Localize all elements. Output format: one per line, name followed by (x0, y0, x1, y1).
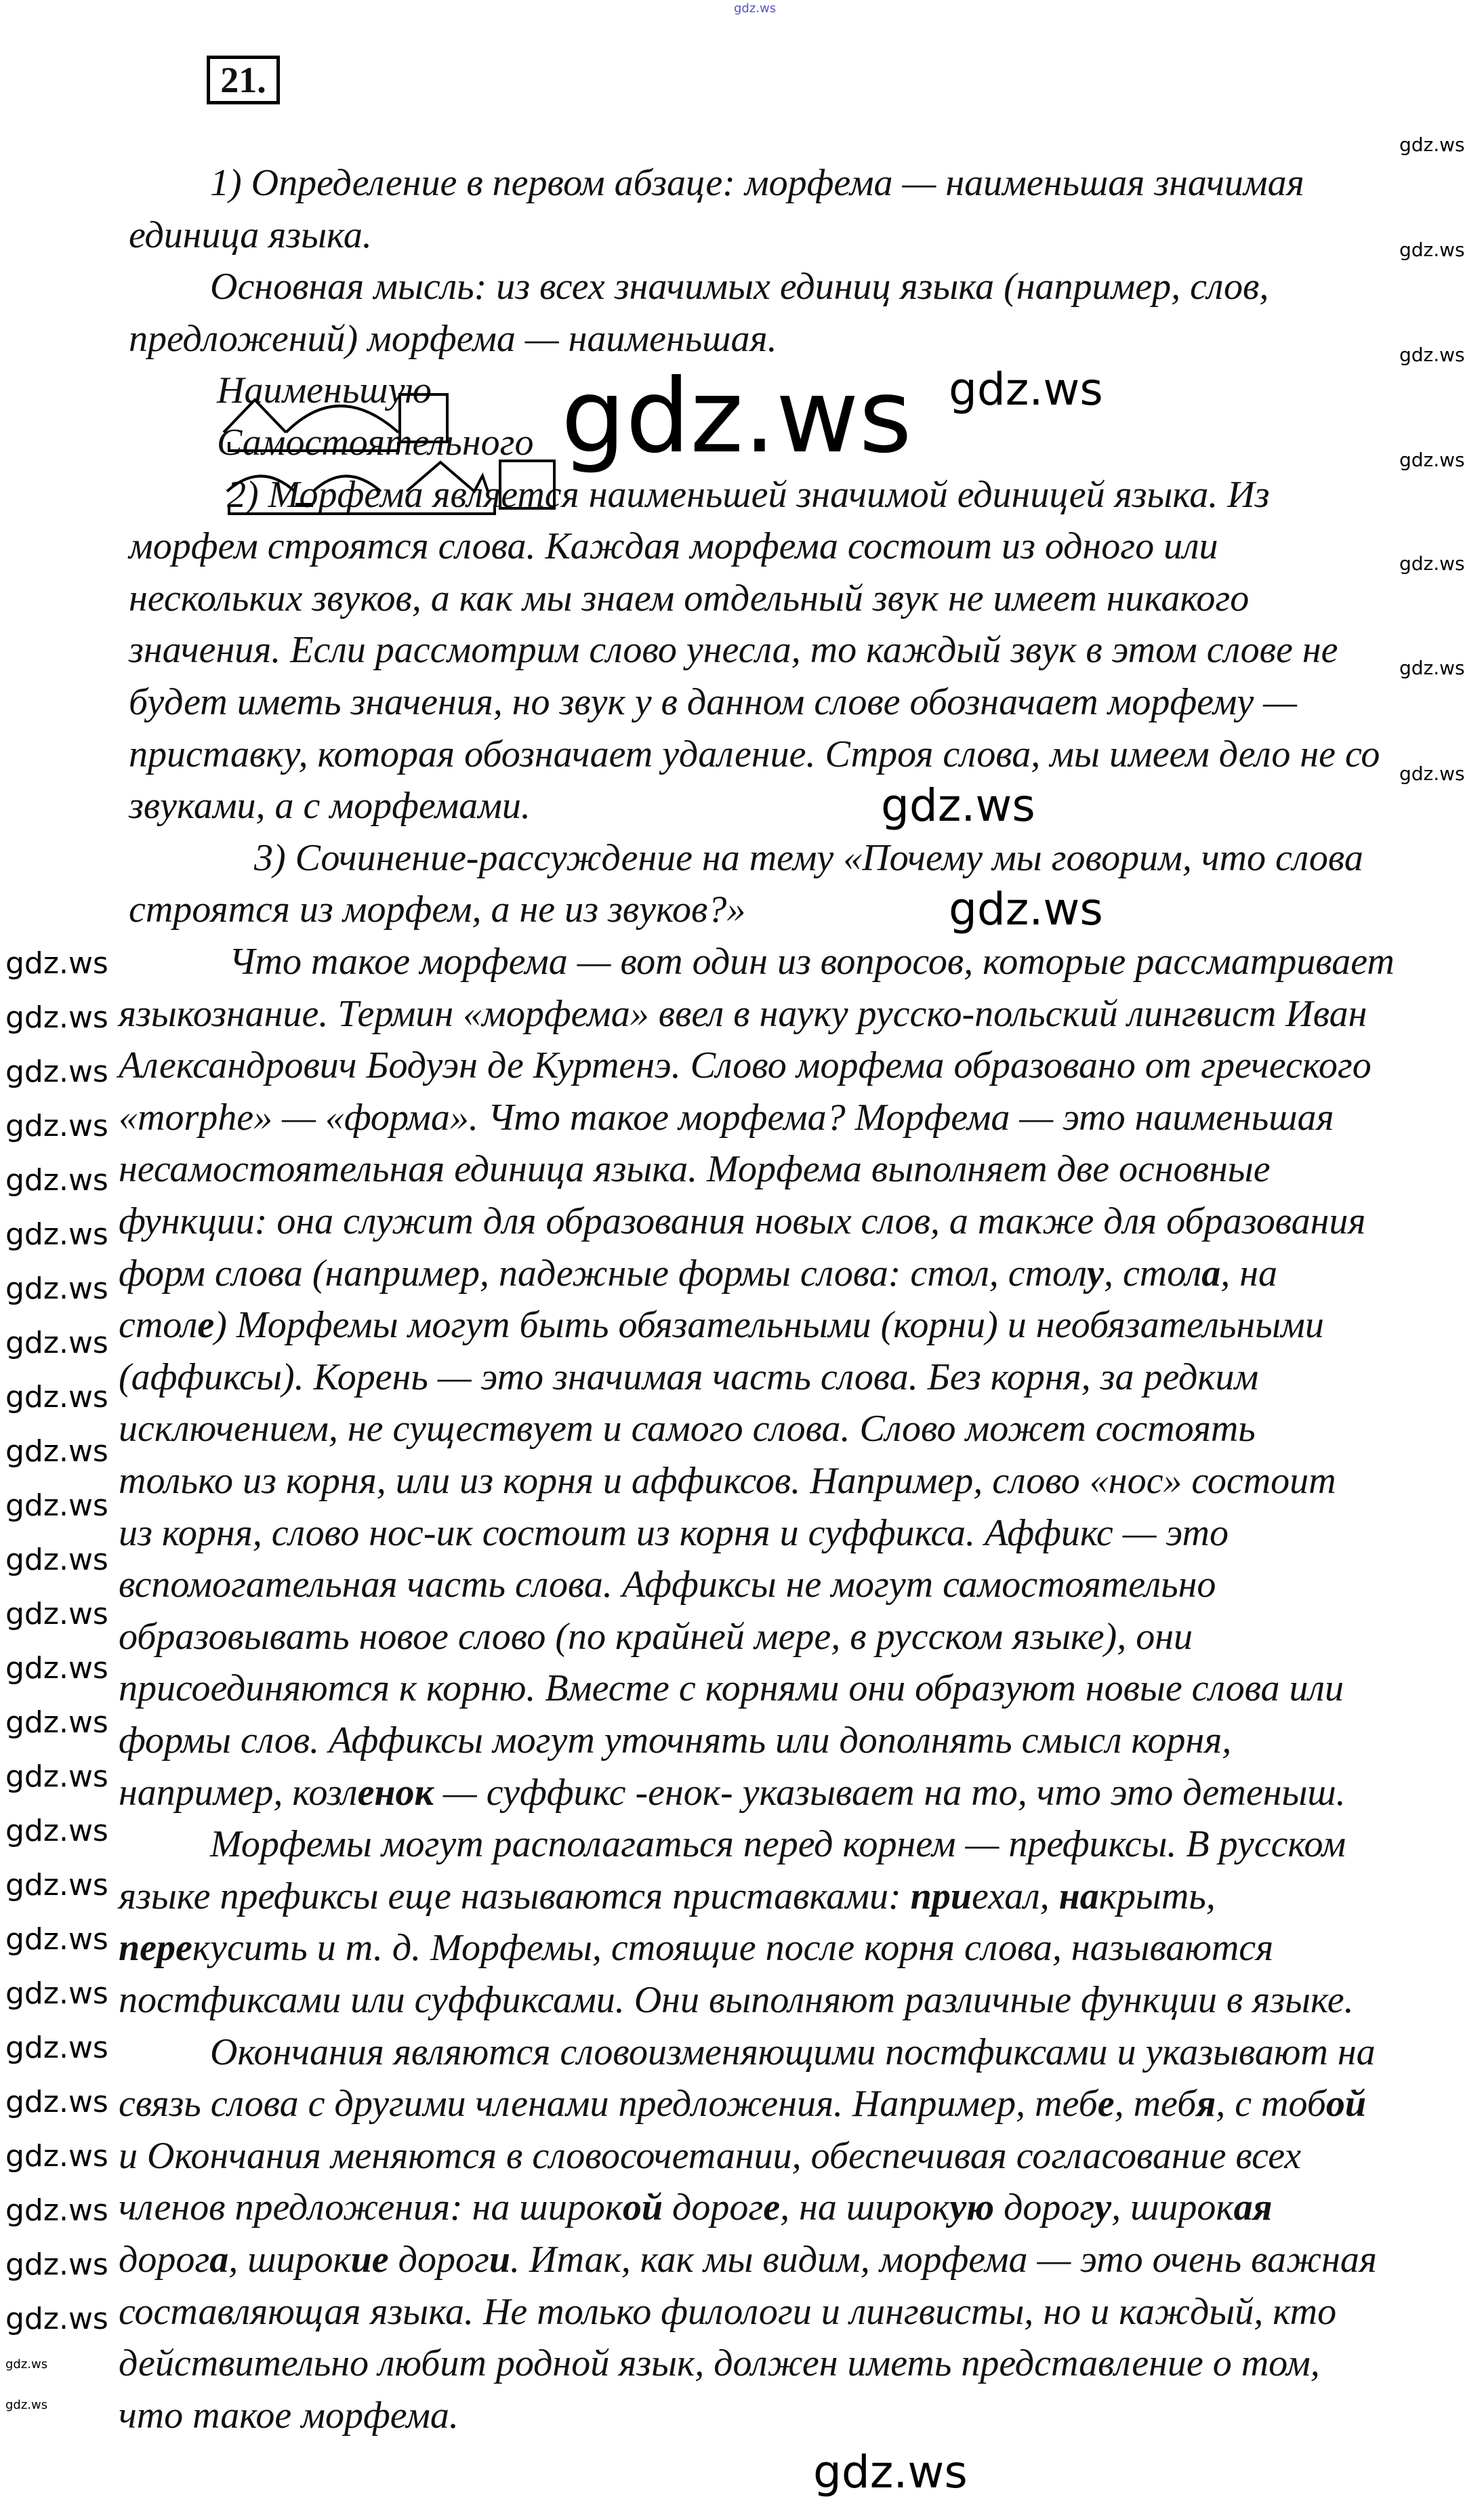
text-line (119, 2234, 1377, 2285)
text-line (119, 988, 1367, 1040)
text-segment: предложений) морфема — наименьшая. (129, 317, 777, 360)
text-line (119, 2286, 1336, 2338)
text-line (129, 884, 745, 935)
text-line (210, 1818, 1346, 1870)
highlighted-morpheme: пере (119, 1927, 192, 1970)
watermark: gdz.ws (881, 779, 1035, 832)
text-line (119, 2130, 1301, 2182)
text-line (119, 1974, 1354, 2026)
text-segment: единица языка. (129, 213, 372, 256)
text-segment: дорог (388, 2239, 489, 2281)
text-line (119, 1871, 1216, 1922)
watermark: gdz.ws (5, 2247, 108, 2282)
text-line (119, 1351, 1258, 1403)
text-line (119, 2078, 1366, 2130)
text-segment: стол (119, 1304, 198, 1347)
watermark: gdz.ws (5, 1055, 108, 1089)
highlighted-morpheme: е (1097, 2083, 1115, 2125)
text-line (119, 1248, 1277, 1299)
text-segment: 1) Определение в первом абзаце: морфема — наименьшая значимая (210, 162, 1304, 204)
text-segment: форм слова (например, падежные формы слова: стол, стол (119, 1252, 1088, 1295)
text-segment: , стол (1103, 1252, 1202, 1295)
text-line (129, 676, 1297, 728)
text-segment: , на (1220, 1252, 1278, 1295)
watermark: gdz.ws (5, 1109, 108, 1143)
watermark: gdz.ws (5, 1543, 108, 1577)
watermark: gdz.ws (5, 2085, 108, 2119)
text-line (119, 1715, 1231, 1766)
text-segment: постфиксами или суффиксами. Они выполняют различные функции в языке. (119, 1979, 1354, 2021)
text-segment: что такое морфема. (119, 2394, 459, 2437)
text-segment: Окончания являются словоизменяющими постфиксами и указывают на (210, 2031, 1376, 2073)
text-line (129, 624, 1338, 676)
text-segment: , широк (228, 2239, 351, 2281)
ending-box-2 (500, 461, 554, 508)
text-segment: языке префиксы еще называются приставками: (119, 1875, 911, 1917)
watermark: gdz.ws (5, 2031, 108, 2065)
text-segment: звуками, а с морфемами. (129, 785, 531, 828)
text-segment: функции: она служит для образования новых слов, а также для образования (119, 1200, 1366, 1242)
text-segment: составляющая языка. Не только филологи и лингвисты, но и каждый, кто (119, 2290, 1337, 2333)
prefix-mark (224, 400, 286, 432)
watermark: gdz.ws (949, 883, 1103, 935)
text-line (119, 1299, 1324, 1351)
text-segment: членов предложения: на широк (119, 2186, 623, 2229)
highlighted-morpheme: ую (949, 2186, 995, 2229)
watermark: gdz.ws (1399, 344, 1465, 366)
watermark: gdz.ws (1399, 552, 1465, 575)
text-segment: , теб (1114, 2083, 1197, 2125)
text-segment: формы слов. Аффиксы могут уточнять или дополнять смысл корня, (119, 1719, 1232, 1761)
watermark: gdz.ws (5, 1326, 108, 1360)
highlighted-morpheme: при (910, 1875, 972, 1917)
watermark: gdz.ws (5, 1651, 108, 1686)
text-segment: действительно любит родной язык, должен иметь представление о том, (119, 2342, 1320, 2385)
ending-box (400, 394, 447, 442)
watermark: gdz.ws (5, 2302, 108, 2336)
text-segment: будет иметь значения, но звук у в данном слове обозначает морфему — (129, 681, 1297, 723)
text-segment: , на широк (780, 2186, 950, 2229)
watermark: gdz.ws (5, 1597, 108, 1631)
text-segment: (аффиксы). Корень — это значимая часть слова. Без корня, за редким (119, 1356, 1259, 1398)
watermark: gdz.ws (5, 946, 108, 981)
text-segment: Что такое морфема — вот один из вопросов, которые рассматривает (229, 941, 1395, 983)
watermark: gdz.ws (5, 1434, 108, 1469)
text-segment: несамостоятельная единица языка. Морфема выполняет две основные (119, 1148, 1271, 1191)
text-line (129, 729, 1380, 780)
text-segment: крыть, (1098, 1875, 1216, 1917)
text-line (119, 1455, 1336, 1507)
task-number: 21. (207, 56, 280, 104)
text-line (119, 1922, 1273, 1974)
watermark: gdz.ws (5, 2139, 108, 2174)
text-line (119, 1507, 1229, 1559)
text-segment: вспомогательная часть слова. Аффиксы не могут самостоятельно (119, 1564, 1216, 1606)
root-arc-2 (227, 476, 295, 492)
text-line (119, 1767, 1346, 1818)
highlighted-morpheme: на (1058, 1875, 1099, 1917)
highlighted-morpheme: а (1201, 1252, 1221, 1295)
watermark: gdz.ws (5, 1000, 108, 1035)
watermark: gdz.ws (5, 1217, 108, 1252)
text-segment: морфем строятся слова. Каждая морфема состоит из одного или (129, 525, 1218, 568)
text-segment: , с тоб (1216, 2083, 1326, 2125)
text-line (119, 2338, 1320, 2389)
text-segment: присоединяются к корню. Вместе с корнями они образуют новые слова или (119, 1667, 1344, 1710)
watermark: gdz.ws (1399, 762, 1465, 785)
watermark: gdz.ws (5, 1922, 108, 1957)
text-line (119, 1611, 1193, 1663)
watermark: gdz.ws (1399, 657, 1465, 679)
text-segment: дорог (663, 2186, 764, 2229)
text-segment: значения. Если рассмотрим слово унесла, то каждый звук в этом слове не (129, 629, 1338, 672)
text-segment: ехал, (971, 1875, 1059, 1917)
highlighted-morpheme: а (209, 2239, 229, 2281)
text-segment: нескольких звуков, а как мы знаем отдельный звук не имеет никакого (129, 577, 1250, 619)
watermark: gdz.ws (5, 1814, 108, 1848)
text-segment: 2) Морфема является наименьшей значимой единицей языка. Из (227, 473, 1270, 516)
highlighted-morpheme: ие (350, 2239, 389, 2281)
watermark: gdz.ws (5, 2193, 108, 2228)
text-segment: — суффикс -енок- указывает на то, что это детеныш. (433, 1771, 1346, 1814)
highlighted-morpheme: ой (622, 2186, 663, 2229)
highlighted-morpheme: е (197, 1304, 215, 1347)
text-segment: дорог (119, 2239, 210, 2281)
text-segment: ) Морфемы могут быть обязательными (корни) и необязательными (214, 1304, 1324, 1347)
root-arc-3 (313, 476, 381, 492)
text-segment: и Окончания меняются в словосочетании, обеспечивая согласование всех (119, 2134, 1302, 2177)
text-segment: кусить и т. д. Морфемы, стоящие после корня слова, называются (192, 1927, 1274, 1970)
text-segment: Основная мысль: из всех значимых единиц языка (например, слов, (210, 266, 1269, 308)
text-line (119, 1196, 1365, 1247)
text-segment: Самостоятельного (217, 422, 534, 464)
suffix-mark (407, 462, 488, 491)
watermark: gdz.ws (1399, 239, 1465, 261)
watermark-large: gdz.ws (561, 358, 912, 476)
watermark: gdz.ws (734, 1, 777, 16)
text-line (119, 2182, 1272, 2233)
text-line (210, 2027, 1376, 2078)
root-arc (286, 406, 398, 432)
text-segment: только из корня, или из корня и аффиксов. Например, слово «нос» состоит (119, 1460, 1336, 1502)
watermark: gdz.ws (5, 1705, 108, 1740)
text-line (129, 780, 531, 832)
text-line (119, 1143, 1271, 1195)
highlighted-morpheme: ой (1325, 2083, 1367, 2125)
text-segment: Александрович Бодуэн де Куртенэ. Слово морфема образовано от греческого (119, 1044, 1372, 1087)
highlighted-morpheme: у (1087, 1252, 1104, 1295)
highlighted-morpheme: ая (1233, 2186, 1273, 2229)
text-segment: . Итак, как мы видим, морфема — это очень важная (510, 2239, 1377, 2281)
watermark: gdz.ws (5, 1976, 108, 2011)
watermark: gdz.ws (5, 2398, 48, 2412)
text-segment: строятся из морфем, а не из звуков?» (129, 889, 746, 931)
watermark: gdz.ws (813, 2446, 968, 2498)
highlighted-morpheme: е (763, 2186, 781, 2229)
watermark: gdz.ws (5, 1271, 108, 1306)
text-segment: образовывать новое слово (по крайней мере, в русском языке), они (119, 1615, 1193, 1658)
watermark: gdz.ws (1399, 134, 1465, 156)
stem-bracket (229, 442, 398, 451)
watermark: gdz.ws (5, 1488, 108, 1523)
text-segment: например, козл (119, 1771, 358, 1814)
text-line (119, 1092, 1334, 1143)
text-segment: Наименьшую (217, 369, 432, 412)
text-segment: 3) Сочинение-рассуждение на тему «Почему мы говорим, что слова (254, 836, 1363, 879)
text-segment: приставку, которая обозначает удаление. Строя слова, мы имеем дело не со (129, 733, 1380, 775)
highlighted-morpheme: у (1094, 2186, 1112, 2229)
text-segment: Морфемы могут располагаться перед корнем — префиксы. В русском (210, 1823, 1346, 1866)
watermark: gdz.ws (1399, 449, 1465, 471)
text-segment: связь слова с другими членами предложения. Например, теб (119, 2083, 1098, 2125)
text-line (119, 1403, 1256, 1454)
text-segment: , широк (1111, 2186, 1234, 2229)
text-segment: языкознание. Термин «морфема» ввел в науку русско-польский лингвист Иван (119, 992, 1367, 1035)
text-line (229, 936, 1395, 987)
highlighted-morpheme: и (489, 2239, 510, 2281)
text-line (119, 1663, 1344, 1714)
text-segment: из корня, слово нос-ик состоит из корня и суффикса. Аффикс — это (119, 1511, 1229, 1554)
text-segment: «morphe» — «форма». Что такое морфема? Морфема — это наименьшая (119, 1096, 1334, 1139)
text-segment: исключением, не существует и самого слова. Слово может состоять (119, 1408, 1256, 1450)
watermark: gdz.ws (5, 1759, 108, 1794)
highlighted-morpheme: я (1196, 2083, 1216, 2125)
text-line (119, 2390, 459, 2441)
text-line (129, 573, 1249, 624)
text-segment: дорог (994, 2186, 1095, 2229)
watermark: gdz.ws (5, 1380, 108, 1414)
watermark: gdz.ws (5, 1163, 108, 1198)
stem-bracket-2 (229, 505, 495, 514)
text-line (119, 1040, 1372, 1091)
watermark: gdz.ws (5, 2357, 48, 2371)
watermark: gdz.ws (5, 1868, 108, 1902)
watermark: gdz.ws (949, 363, 1103, 415)
text-line (119, 1559, 1216, 1610)
text-line (254, 832, 1363, 884)
highlighted-morpheme: енок (357, 1771, 434, 1814)
